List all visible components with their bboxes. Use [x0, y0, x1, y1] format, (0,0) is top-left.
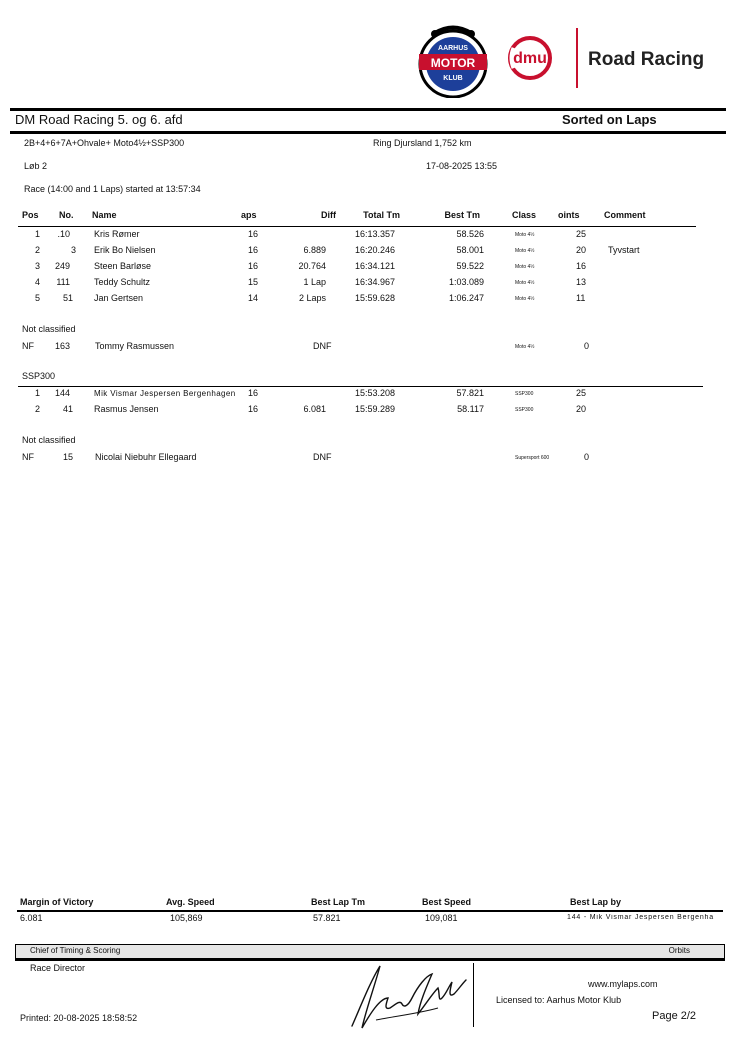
row-pos: 4 — [34, 277, 40, 287]
signature — [346, 958, 476, 1032]
row-points: 0 — [584, 341, 590, 351]
group-rule — [18, 386, 703, 387]
row-points: 20 — [576, 404, 587, 414]
group-label-ssp300: SSP300 — [22, 371, 56, 381]
signature-divider — [473, 963, 474, 1027]
row-points: 11 — [576, 293, 586, 303]
row-points: 13 — [576, 277, 587, 287]
col-diff: Diff — [321, 210, 336, 220]
row-points: 20 — [576, 245, 587, 255]
row-pos: 5 — [34, 293, 40, 303]
summary-margin-value: 6.081 — [20, 913, 43, 923]
table-header-rule — [18, 226, 696, 227]
not-classified-label: Not classified — [22, 435, 76, 445]
row-no: 51 — [62, 293, 73, 303]
col-name: Name — [92, 210, 117, 220]
row-total: 15:59.289 — [355, 404, 396, 414]
printed-timestamp: Printed: 20-08-2025 18:58:52 — [20, 1013, 138, 1023]
row-class: SSP300 — [515, 391, 534, 397]
row-pos: 1 — [34, 388, 40, 398]
row-pos: NF — [22, 452, 34, 462]
row-class: SSP300 — [515, 407, 534, 413]
sort-label: Sorted on Laps — [562, 112, 657, 127]
chief-of-timing-label: Chief of Timing & Scoring — [30, 946, 121, 955]
summary-bestby-label: Best Lap by — [570, 897, 622, 907]
row-diff: DNF — [313, 452, 332, 462]
row-diff: 2 Laps — [298, 293, 326, 303]
race-number: Løb 2 — [24, 161, 48, 171]
row-name: Tommy Rasmussen — [95, 341, 175, 351]
col-best: Best Tm — [444, 210, 480, 220]
row-pos: 1 — [34, 229, 40, 239]
row-name: Nicolai Niebuhr Ellegaard — [95, 452, 197, 462]
row-diff: 6.889 — [303, 245, 326, 255]
amk-logo-text-main: MOTOR — [430, 56, 476, 70]
aarhus-motor-klub-logo — [413, 24, 493, 98]
row-best: 57.821 — [456, 388, 484, 398]
race-start-info: Race (14:00 and 1 Laps) started at 13:57:34 — [24, 184, 201, 194]
row-class: Moto 4½ — [515, 280, 535, 286]
row-laps: 15 — [248, 277, 259, 287]
row-laps: 16 — [248, 388, 259, 398]
row-class: Moto 4½ — [515, 232, 535, 238]
row-points: 0 — [584, 452, 590, 462]
row-laps: 16 — [248, 245, 259, 255]
row-best: 59.522 — [456, 261, 484, 271]
col-points: oints — [558, 210, 580, 220]
race-datetime: 17-08-2025 13:55 — [426, 161, 498, 171]
row-class: Moto 4½ — [515, 344, 535, 350]
row-laps: 16 — [248, 404, 259, 414]
row-diff: 20.764 — [298, 261, 326, 271]
row-no: 3 — [70, 245, 76, 255]
row-total: 16:34.967 — [355, 277, 396, 287]
amk-logo-text-bottom: KLUB — [443, 75, 463, 82]
row-points: 25 — [576, 229, 587, 239]
row-points: 16 — [576, 261, 587, 271]
row-no: 111 — [56, 277, 70, 287]
row-best: 58.117 — [457, 404, 484, 414]
row-best: 1:06.247 — [448, 293, 484, 303]
row-total: 15:53.208 — [355, 388, 396, 398]
row-no: 41 — [62, 404, 73, 414]
row-laps: 14 — [248, 293, 259, 303]
row-name: Kris Rømer — [94, 229, 140, 239]
row-total: 16:13.357 — [355, 229, 396, 239]
summary-rule — [17, 910, 723, 912]
row-name: Teddy Schultz — [94, 277, 151, 287]
row-name: Rasmus Jensen — [94, 404, 159, 414]
row-best: 58.001 — [456, 245, 484, 255]
col-pos: Pos — [22, 210, 39, 220]
dmu-road-racing-text: Road Racing — [588, 49, 705, 70]
row-diff: 6.081 — [303, 404, 326, 414]
row-diff: 1 Lap — [303, 277, 326, 287]
race-classes: 2B+4+6+7A+Ohvale+ Moto4½+SSP300 — [24, 138, 185, 148]
row-diff: DNF — [313, 341, 332, 351]
row-best: 58.526 — [456, 229, 484, 239]
row-name: Jan Gertsen — [94, 293, 144, 303]
summary-bestlap-value: 57.821 — [313, 913, 341, 923]
row-no: 163 — [54, 341, 70, 351]
dmu-mark-text: dmu — [513, 50, 547, 67]
row-class: Moto 4½ — [515, 248, 535, 254]
dmu-road-racing-logo — [508, 26, 723, 90]
row-pos: 2 — [34, 245, 40, 255]
summary-bestspeed-label: Best Speed — [422, 897, 472, 907]
row-class: Moto 4½ — [515, 296, 535, 302]
row-points: 25 — [576, 388, 587, 398]
summary-margin-label: Margin of Victory — [20, 897, 94, 907]
summary-avg-label: Avg. Speed — [166, 897, 215, 907]
row-laps: 16 — [248, 261, 259, 271]
chief-of-timing-bar — [15, 944, 725, 959]
row-laps: 16 — [248, 229, 259, 239]
summary-bestby-value: 144 - Mik Vismar Jespersen Bergenha — [567, 914, 714, 921]
licensed-to: Licensed to: Aarhus Motor Klub — [496, 995, 622, 1005]
row-no: 144 — [54, 388, 70, 398]
row-no: 15 — [62, 452, 73, 462]
row-no: 249 — [54, 261, 70, 271]
summary-avg-value: 105,869 — [170, 913, 203, 923]
row-total: 16:20.246 — [355, 245, 396, 255]
row-pos: NF — [22, 341, 34, 351]
col-comment: Comment — [604, 210, 646, 220]
col-total: Total Tm — [363, 210, 400, 220]
row-name: Erik Bo Nielsen — [94, 245, 156, 255]
header-top-rule — [10, 108, 726, 111]
page-number: Page 2/2 — [652, 1010, 697, 1022]
row-pos: 3 — [34, 261, 40, 271]
page-title: DM Road Racing 5. og 6. afd — [15, 112, 183, 127]
race-director-label: Race Director — [30, 963, 86, 973]
row-total: 15:59.628 — [355, 293, 396, 303]
row-no: .10 — [57, 229, 70, 239]
row-comment: Tyvstart — [608, 245, 640, 255]
orbits-label: Orbits — [668, 946, 690, 955]
col-no: No. — [59, 210, 74, 220]
row-best: 1:03.089 — [448, 277, 484, 287]
col-laps: aps — [241, 210, 257, 220]
summary-bestspeed-value: 109,081 — [425, 913, 458, 923]
header-bottom-rule — [10, 131, 726, 134]
track-info: Ring Djursland 1,752 km — [373, 138, 472, 148]
col-class: Class — [512, 210, 537, 220]
not-classified-label: Not classified — [22, 324, 76, 334]
website: www.mylaps.com — [588, 979, 658, 989]
row-total: 16:34.121 — [355, 261, 396, 271]
row-name: Mik Vismar Jespersen Bergenhagen — [94, 389, 236, 398]
summary-bestlap-label: Best Lap Tm — [311, 897, 366, 907]
row-pos: 2 — [34, 404, 40, 414]
row-name: Steen Barløse — [94, 261, 152, 271]
row-class: Moto 4½ — [515, 264, 535, 270]
amk-logo-text-top: AARHUS — [438, 45, 468, 52]
row-class: Supersport 600 — [515, 455, 550, 461]
